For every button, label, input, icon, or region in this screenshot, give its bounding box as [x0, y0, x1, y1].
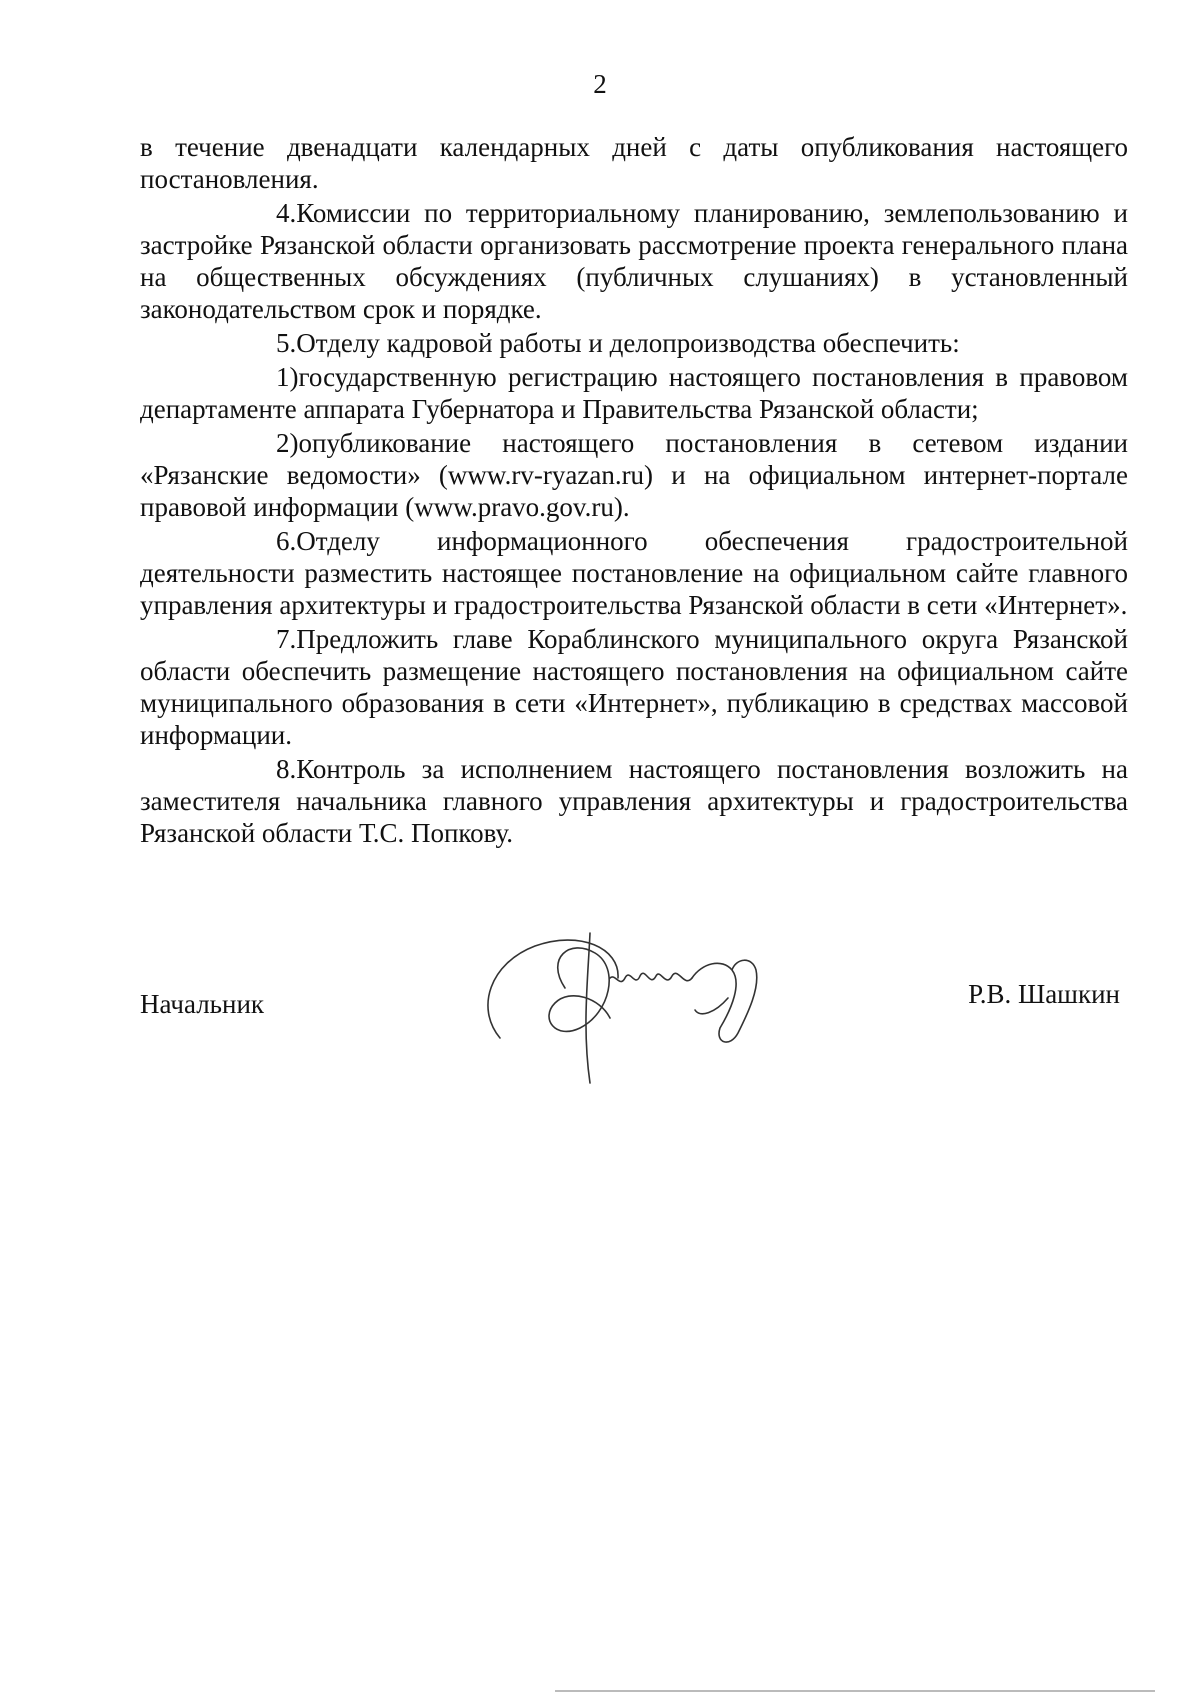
handwritten-signature [470, 918, 840, 1088]
paragraph-subitem-2 [140, 427, 1128, 523]
paragraph-continuation [140, 131, 1128, 195]
item-number: 1) [276, 362, 299, 392]
item-number: 6. [276, 526, 297, 556]
item-number: 8. [276, 754, 297, 784]
document-body [140, 131, 1128, 849]
paragraph-item-7 [140, 623, 1128, 751]
signatory-title: Начальник [140, 989, 265, 1019]
paragraph-item-4 [140, 197, 1128, 325]
paragraph-text: государственную регистрацию настоящего постановления в правовом департаменте аппарата Губернатора и Правительства Рязанской области; [140, 362, 1128, 424]
paragraph-text: Контроль за исполнением настоящего постановления возложить на заместителя начальника главного управления архитектуры и градостроительства Рязанской области Т.С. Попкову. [140, 754, 1128, 848]
paragraph-item-5 [140, 327, 1128, 359]
paragraph-text: опубликование настоящего постановления в сетевом издании «Рязанские ведомости» (www.rv-ryazan.ru) и на официальном интернет-портале правовой информации (www.pravo.gov.ru). [140, 428, 1128, 522]
paragraph-text: Предложить главе Кораблинского муниципального округа Рязанской области обеспечить размещение настоящего постановления на официальном сайте муниципального образования в сети «Интернет», публикацию в средствах массовой информации. [140, 624, 1128, 750]
item-number: 7. [276, 624, 297, 654]
page-number: 2 [593, 69, 607, 99]
paragraph-text: Отделу информационного обеспечения градостроительной деятельности разместить настоящее постановление на официальном сайте главного управления архитектуры и градостроительства Рязанской области в сети «Интернет». [140, 526, 1128, 620]
item-number: 2) [276, 428, 299, 458]
paragraph-text: в течение двенадцати календарных дней с даты опубликования настоящего постановления. [140, 132, 1128, 194]
paragraph-item-6 [140, 525, 1128, 621]
item-number: 5. [276, 328, 297, 358]
scan-edge-line [555, 1690, 1155, 1692]
item-number: 4. [276, 198, 297, 228]
paragraph-text: Комиссии по территориальному планированию, землепользованию и застройке Рязанской области организовать рассмотрение проекта генерального плана на общественных обсуждениях (публичных слушаниях) в установленный законодательством срок и порядке. [140, 198, 1128, 324]
signatory-name: Р.В. Шашкин [968, 979, 1120, 1009]
paragraph-subitem-1 [140, 361, 1128, 425]
paragraph-text: Отделу кадровой работы и делопроизводства обеспечить: [296, 328, 960, 358]
paragraph-item-8 [140, 753, 1128, 849]
